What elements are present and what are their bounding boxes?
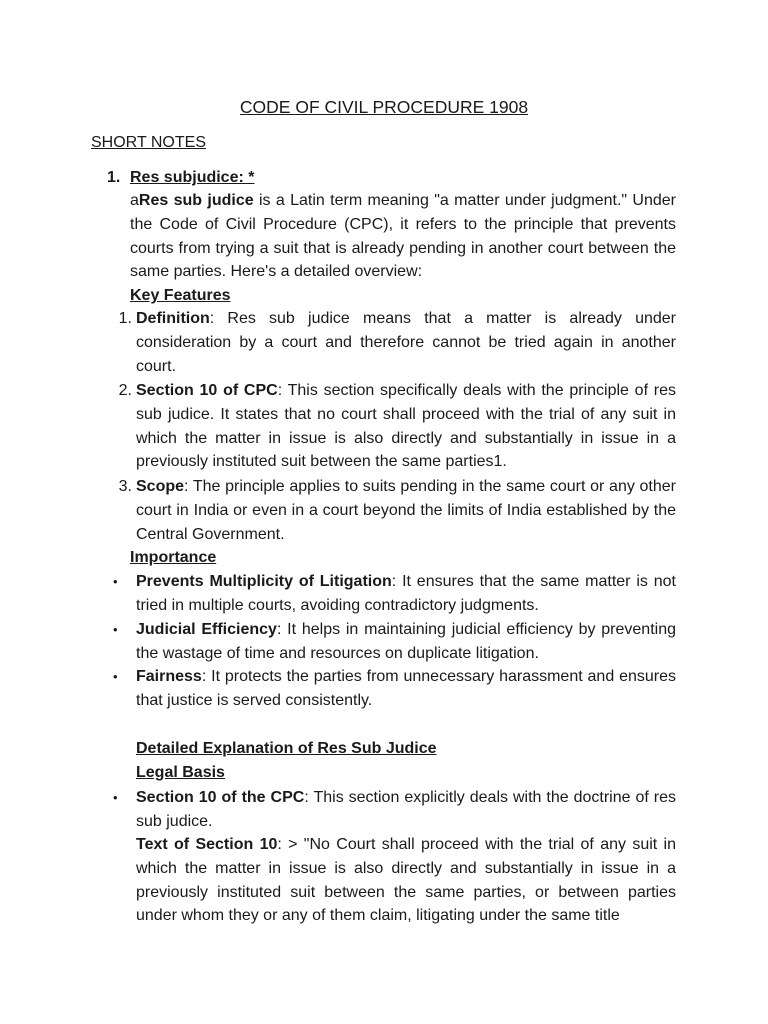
item-text: : > "No Court shall proceed with the trial of any suit in which the matter in issue is also directly and substantially in issue in a previously instituted suit between the same parties, or between parties under whom they or any of them claim, litigating under the same title	[136, 836, 676, 925]
importance-item	[113, 618, 677, 666]
intro-paragraph	[130, 189, 676, 284]
document-title: CODE OF CIVIL PROCEDURE 1908	[239, 97, 529, 117]
bullet-icon: •	[113, 669, 118, 684]
key-features-heading: Key Features	[130, 287, 231, 304]
item-text: : It ensures that the same matter is not tried in multiple courts, avoiding contradictory judgments.	[136, 573, 677, 614]
item-text: : Res sub judice means that a matter is already under consideration by a court and therefore cannot be tried again in another court.	[136, 310, 676, 375]
key-feature-item	[118, 379, 676, 474]
importance-item	[113, 665, 676, 713]
item-bold-term: Prevents Multiplicity of Litigation	[136, 573, 392, 590]
list-number: 1.	[118, 310, 132, 327]
item-bold-term: Definition	[136, 310, 210, 327]
item-text: : This section explicitly deals with the doctrine of res sub judice.	[136, 789, 677, 830]
section-number: 1.	[107, 169, 121, 186]
item-bold-term: Text of Section 10	[136, 836, 278, 853]
bullet-icon: •	[113, 790, 118, 805]
bullet-icon: •	[113, 622, 118, 637]
importance-heading: Importance	[130, 549, 217, 566]
intro-bold-term: Res sub judice	[138, 192, 254, 209]
item-bold-term: Fairness	[136, 668, 202, 685]
intro-prefix: a	[130, 192, 139, 209]
key-feature-item	[118, 307, 676, 378]
item-bold-term: Section 10 of the CPC	[136, 789, 305, 806]
legal-basis-heading: Legal Basis	[136, 764, 225, 781]
section-heading	[107, 166, 255, 190]
item-text: : The principle applies to suits pending in the same court or any other court in India or even in a court beyond the limits of India established by the Central Government.	[136, 478, 676, 543]
item-text: : This section specifically deals with the principle of res sub judice. It states that no court shall proceed with the trial of any suit in which the matter in issue is also directly and substantially in issue in a previously instituted suit between the same parties1.	[136, 382, 676, 471]
item-text: : It helps in maintaining judicial efficiency by preventing the wastage of time and resources on duplicate litigation.	[136, 621, 677, 662]
list-number: 3.	[118, 478, 132, 495]
key-feature-item	[118, 475, 676, 546]
list-number: 2.	[118, 382, 132, 399]
legal-basis-item	[113, 786, 677, 834]
item-text: : It protects the parties from unnecessary harassment and ensures that justice is served consistently.	[136, 668, 676, 709]
detailed-explanation-heading: Detailed Explanation of Res Sub Judice	[136, 740, 437, 757]
bullet-icon: •	[113, 574, 118, 589]
section-text-paragraph	[136, 833, 676, 928]
section-title: Res subjudice: *	[130, 169, 255, 186]
item-bold-term: Judicial Efficiency	[136, 621, 277, 638]
item-bold-term: Scope	[136, 478, 185, 495]
intro-text: is a Latin term meaning "a matter under judgment." Under the Code of Civil Procedure (CPC), it refers to the principle that prevents courts from trying a suit that is already pending in another court between the same parties. Here's a detailed overview:	[130, 192, 677, 281]
short-notes-heading: SHORT NOTES	[91, 134, 206, 151]
item-bold-term: Section 10 of CPC	[136, 382, 278, 399]
importance-item	[113, 570, 677, 618]
